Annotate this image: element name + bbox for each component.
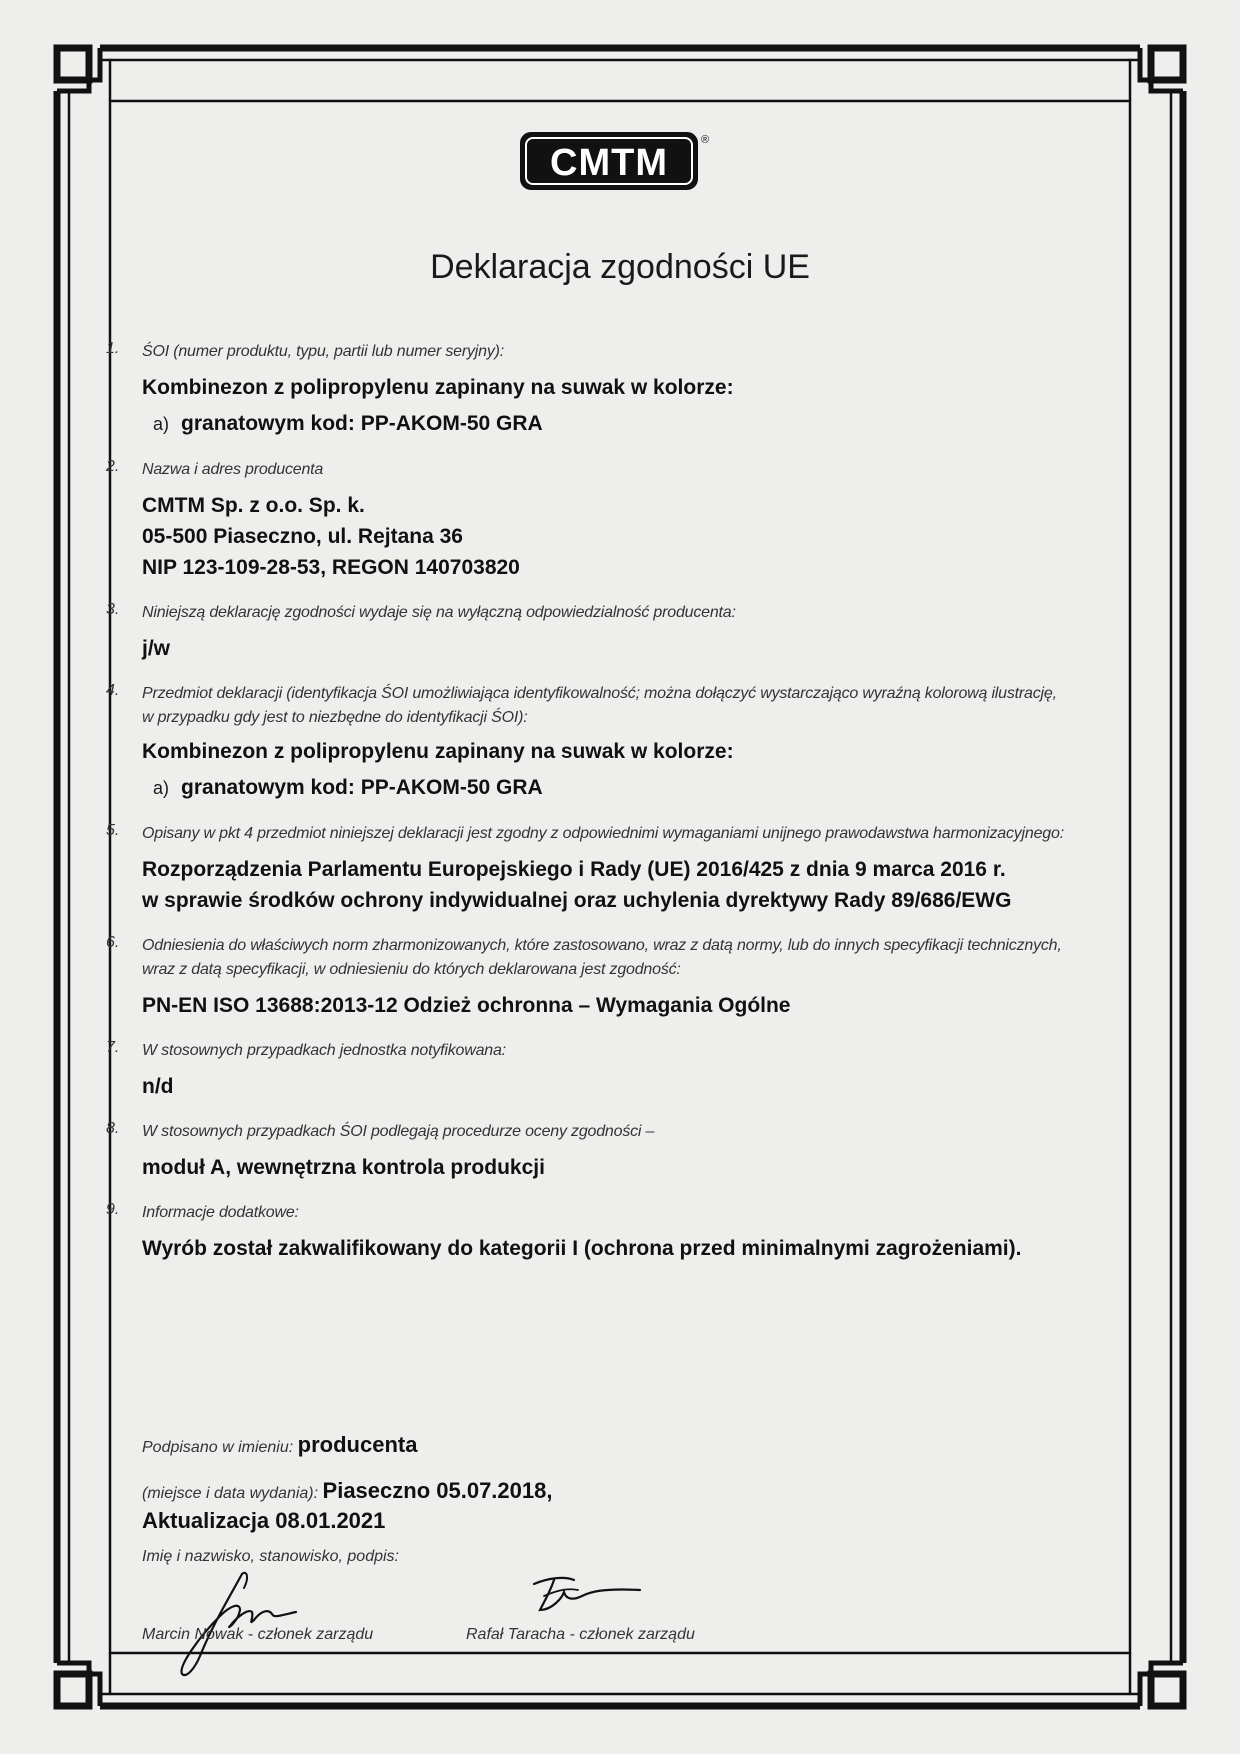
declaration-item-7 [106,1039,1146,1102]
place-value: Piaseczno 05.07.2018, [322,1478,553,1503]
item-value: Wyrób został zakwalifikowany do kategorii I (ochrona przed minimalnymi zagrożeniami). [142,1237,1022,1260]
item-number: 5. [106,822,120,839]
item-number: 1. [106,340,120,357]
update-date: Aktualizacja 08.01.2021 [142,1508,386,1533]
declaration-item-9 [106,1201,1146,1264]
item-value: 05-500 Piaseczno, ul. Rejtana 36 [142,525,463,548]
item-value: Kombinezon z polipropylenu zapinany na suwak w kolorze: [142,740,734,763]
item-label: Niniejszą deklarację zgodności wydaje się na wyłączną odpowiedzialność producenta: [142,604,736,621]
item-value: Rozporządzenia Parlamentu Europejskiego i Rady (UE) 2016/425 z dnia 9 marca 2016 r. [142,858,1006,881]
item-number: 9. [106,1201,120,1218]
item-number: 2. [106,458,120,475]
signed-value: producenta [297,1432,418,1457]
item-label: w przypadku gdy jest to niezbędne do identyfikacji ŚOI): [142,709,528,726]
item-value: moduł A, wewnętrzna kontrola produkcji [142,1156,545,1179]
signature-rafal-taracha [524,1570,644,1630]
item-number: 4. [106,682,120,699]
company-logo [519,131,709,191]
item-value: CMTM Sp. z o.o. Sp. k. [142,494,365,517]
declaration-items [106,340,1146,1264]
item-label: Opisany w pkt 4 przedmiot niniejszej deklaracji jest zgodny z odpowiednimi wymaganiami unijnego prawodawstwa harmonizacyjnego: [142,825,1064,842]
item-number: 7. [106,1039,120,1056]
place-date [142,1478,1142,1504]
item-label: ŚOI (numer produktu, typu, partii lub numer seryjny): [142,343,504,360]
item-label: Nazwa i adres producenta [142,461,324,478]
declaration-item-2 [106,458,1146,583]
item-number: 3. [106,601,120,618]
item-subvalue: a) granatowym kod: PP-AKOM-50 GRA [153,412,543,435]
declaration-item-3 [106,601,1146,664]
item-value: Kombinezon z polipropylenu zapinany na suwak w kolorze: [142,376,734,399]
item-subvalue: a) granatowym kod: PP-AKOM-50 GRA [153,776,543,799]
item-number: 8. [106,1120,120,1137]
declaration-item-5 [106,822,1146,916]
item-value: PN-EN ISO 13688:2013-12 Odzież ochronna – Wymagania Ogólne [142,994,791,1017]
declaration-item-1 [106,340,1146,440]
document-title: Deklaracja zgodności UE [430,248,810,286]
item-value: w sprawie środków ochrony indywidualnej oraz uchylenia dyrektywy Rady 89/686/EWG [142,889,1012,912]
svg-text:®: ® [700,134,709,146]
item-value: j/w [142,637,171,660]
svg-text:CMTM: CMTM [550,142,668,184]
item-label: Przedmiot deklaracji (identyfikacja ŚOI umożliwiająca identyfikowalność; można dołączyć wystarczająco wyraźną kolorową ilustrację, [142,685,1057,702]
names-label: Imię i nazwisko, stanowisko, podpis: [142,1548,399,1565]
item-value: n/d [142,1075,174,1098]
item-number: 6. [106,934,120,951]
signatory-2: Rafał Taracha - członek zarządu [466,1626,695,1643]
item-label: W stosownych przypadkach ŚOI podlegają procedurze oceny zgodności – [142,1123,655,1140]
item-label: Odniesienia do właściwych norm zharmonizowanych, które zastosowano, wraz z datą normy, lub do innych specyfikacji technicznych, [142,937,1062,954]
item-value: NIP 123-109-28-53, REGON 140703820 [142,556,520,579]
item-label: Informacje dodatkowe: [142,1204,299,1221]
declaration-item-6 [106,934,1146,1021]
signatory-1: Marcin Nowak - członek zarządu [142,1626,374,1643]
signed-on-behalf [142,1432,1142,1458]
item-label: wraz z datą specyfikacji, w odniesieniu do których deklarowana jest zgodność: [142,961,681,978]
place-label: (miejsce i data wydania): [142,1485,319,1502]
declaration-item-8 [106,1120,1146,1183]
signed-label: Podpisano w imieniu: [142,1439,294,1456]
declaration-item-4 [106,682,1146,804]
item-label: W stosownych przypadkach jednostka notyfikowana: [142,1042,506,1059]
